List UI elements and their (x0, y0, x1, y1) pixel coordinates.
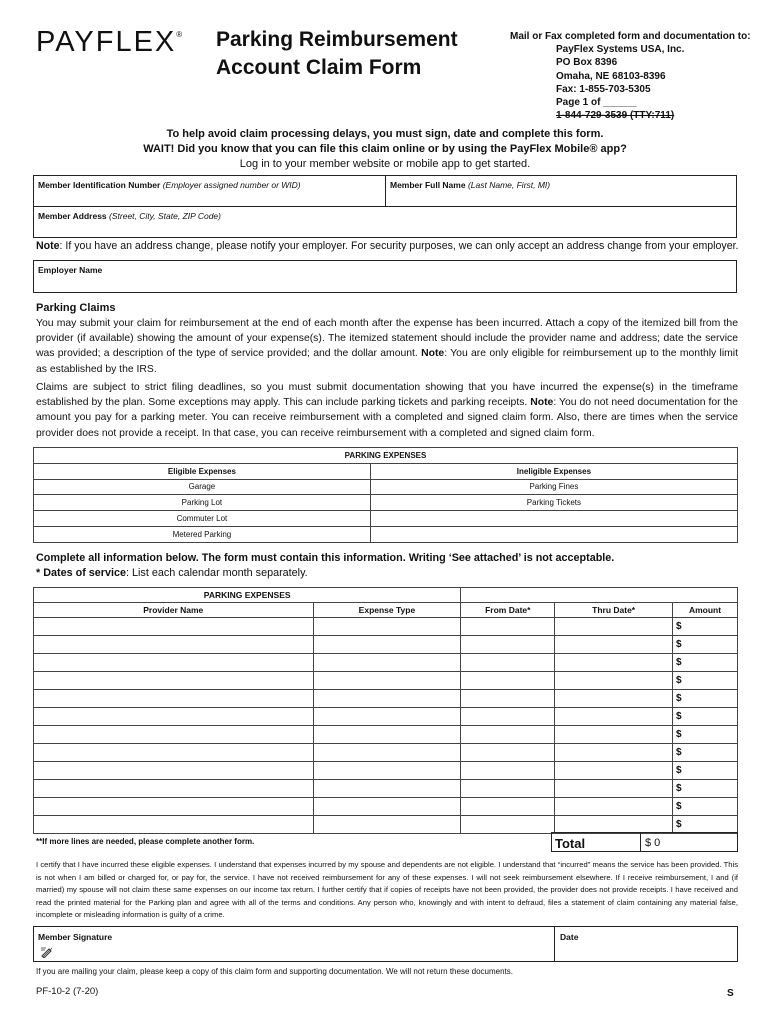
amount-input[interactable]: $ (673, 816, 738, 834)
from-date-input[interactable] (461, 816, 555, 834)
member-name-field[interactable]: Member Full Name (Last Name, First, MI) (390, 180, 551, 190)
amount-input[interactable]: $ (673, 618, 738, 636)
expense-type-input[interactable] (313, 618, 461, 636)
provider-name-input[interactable] (34, 690, 314, 708)
member-signature-field[interactable]: Member Signature (34, 927, 554, 961)
claim-row (34, 654, 738, 672)
table-title: PARKING EXPENSES (34, 448, 738, 464)
mail-line: PayFlex Systems USA, Inc. (556, 44, 685, 56)
from-date-input[interactable] (461, 780, 555, 798)
expense-type-input[interactable] (313, 744, 461, 762)
expense-type-input[interactable] (313, 654, 461, 672)
divider (385, 176, 386, 206)
expense-type-input[interactable] (313, 726, 461, 744)
certification-statement: I certify that I have incurred these eligible expenses. I understand that expenses incurred by my spouse and dependents are not eligible. I understand that “incurred” means the service has been provided. This is not when I am billed or charged for, or pay for, the service. I have not received reimbursement for any of these expenses. I will not seek reimbursement elsewhere. If I receive reimbursement, I and (if married) my spouse will not claim these same expenses on our income tax return. I further certify that if copies of receipts have not been provided, the provider does not provide receipts. I have received and read the printed material for the Parking plan and agree with all of the terms and conditions. Any person who, knowingly and with intent to defraud, files a statement of claim containing any material false, incomplete or misleading information is guilty of a crime. (36, 860, 738, 920)
amount-input[interactable]: $ (673, 708, 738, 726)
expense-type-input[interactable] (313, 690, 461, 708)
claims-table (33, 587, 738, 834)
total-label: Total (551, 832, 641, 852)
expense-type-input[interactable] (313, 798, 461, 816)
claim-row (34, 690, 738, 708)
from-date-input[interactable] (461, 636, 555, 654)
mail-fax-info (510, 30, 760, 122)
provider-name-input[interactable] (34, 798, 314, 816)
col-provider-name: Provider Name (34, 603, 314, 618)
from-date-input[interactable] (461, 618, 555, 636)
claim-row (34, 816, 738, 834)
claim-row (34, 798, 738, 816)
claim-row (34, 618, 738, 636)
claim-row (34, 636, 738, 654)
registered-mark: ® (176, 30, 183, 39)
tty-line: 1-844-729-3539 (TTY:711) (556, 110, 675, 122)
table-row: Metered Parking (34, 526, 738, 542)
ineligible-header: Ineligible Expenses (370, 463, 737, 479)
intro-line1: To help avoid claim processing delays, you must sign, date and complete this form. (166, 128, 604, 140)
from-date-input[interactable] (461, 672, 555, 690)
from-date-input[interactable] (461, 726, 555, 744)
thru-date-input[interactable] (555, 762, 673, 780)
col-thru-date: Thru Date* (555, 603, 673, 618)
amount-input[interactable]: $ (673, 672, 738, 690)
mail-line: Mail or Fax completed form and documentation to: (510, 31, 751, 42)
from-date-input[interactable] (461, 744, 555, 762)
provider-name-input[interactable] (34, 816, 314, 834)
employer-name-field[interactable]: Employer Name (33, 260, 737, 293)
col-amount: Amount (673, 603, 738, 618)
claim-row (34, 708, 738, 726)
member-id-name-box (33, 175, 737, 207)
member-address-field[interactable]: Member Address (Street, City, State, ZIP Code) (33, 206, 737, 238)
mail-line: Fax: 1-855-703-5305 (556, 83, 651, 95)
expense-type-input[interactable] (313, 636, 461, 654)
mail-line: PO Box 8396 (556, 57, 618, 69)
amount-input[interactable]: $ (673, 744, 738, 762)
claim-row (34, 672, 738, 690)
col-from-date: From Date* (461, 603, 555, 618)
from-date-input[interactable] (461, 762, 555, 780)
page-count-line: Page 1 of ______ (556, 97, 637, 109)
thru-date-input[interactable] (555, 780, 673, 798)
thru-date-input[interactable] (555, 744, 673, 762)
thru-date-input[interactable] (555, 726, 673, 744)
provider-name-input[interactable] (34, 708, 314, 726)
member-id-field[interactable]: Member Identification Number (Employer assigned number or WID) (38, 180, 301, 190)
page-mark: S (727, 988, 734, 999)
from-date-input[interactable] (461, 798, 555, 816)
table-row: Garage Parking Fines (34, 479, 738, 495)
expense-type-input[interactable] (313, 762, 461, 780)
provider-name-input[interactable] (34, 636, 314, 654)
pen-icon (40, 946, 54, 958)
thru-date-input[interactable] (555, 708, 673, 726)
payflex-logo: PAYFLEX® (36, 26, 183, 58)
claim-row (34, 744, 738, 762)
parking-claims-p1: You may submit your claim for reimbursement at the end of each month after the expense has been incurred. Attach a copy of the itemized bill from the provider (if available) showing the amount of your expense(s). The itemized statement should include the provider name and address; date the service was provided; a description of the type of service provided; and the dollar amount. Note: You are only eligible for reimbursement up to the monthly limit as established by the IRS. (36, 318, 739, 375)
expense-type-input[interactable] (313, 708, 461, 726)
provider-name-input[interactable] (34, 744, 314, 762)
amount-input[interactable]: $ (673, 690, 738, 708)
form-code: PF-10-2 (7-20) (36, 986, 99, 997)
expense-type-input[interactable] (313, 780, 461, 798)
claim-row (34, 726, 738, 744)
signature-box (33, 926, 738, 962)
provider-name-input[interactable] (34, 654, 314, 672)
eligible-header: Eligible Expenses (34, 463, 371, 479)
amount-input[interactable]: $ (673, 798, 738, 816)
complete-info-instruction: Complete all information below. The form must contain this information. Writing ‘See attached’ is not acceptable. (36, 552, 615, 564)
date-field[interactable]: Date (560, 932, 579, 942)
intro-line2: WAIT! Did you know that you can file this claim online or by using the PayFlex Mobile® app? (143, 143, 627, 155)
more-lines-note: **If more lines are needed, please complete another form. (36, 837, 255, 846)
thru-date-input[interactable] (555, 636, 673, 654)
amount-input[interactable]: $ (673, 726, 738, 744)
amount-input[interactable]: $ (673, 636, 738, 654)
col-expense-type: Expense Type (313, 603, 461, 618)
claim-row (34, 780, 738, 798)
thru-date-input[interactable] (555, 654, 673, 672)
mailing-note: If you are mailing your claim, please keep a copy of this claim form and supporting documentation. We will not return these documents. (36, 967, 513, 976)
address-note: Note: If you have an address change, please notify your employer. For security purposes, we can only accept an address change from your employer. (36, 240, 739, 252)
thru-date-input[interactable] (555, 618, 673, 636)
form-title-line1: Parking Reimbursement (216, 28, 458, 51)
expense-type-input[interactable] (313, 816, 461, 834)
mail-line: Omaha, NE 68103-8396 (556, 70, 666, 82)
form-title-line2: Account Claim Form (216, 56, 422, 79)
provider-name-input[interactable] (34, 780, 314, 798)
claims-table-title: PARKING EXPENSES (34, 588, 461, 603)
provider-name-input[interactable] (34, 762, 314, 780)
parking-claims-heading: Parking Claims (36, 302, 116, 314)
provider-name-input[interactable] (34, 726, 314, 744)
provider-name-input[interactable] (34, 618, 314, 636)
claim-row (34, 762, 738, 780)
thru-date-input[interactable] (555, 816, 673, 834)
form-title (216, 26, 506, 82)
parking-expenses-reference-table (33, 447, 738, 543)
thru-date-input[interactable] (555, 798, 673, 816)
thru-date-input[interactable] (555, 672, 673, 690)
parking-claims-p2: Claims are subject to strict filing deadlines, so you must submit documentation showing that you have incurred the expense(s) in the timeframe established by the plan. Some exceptions may apply. This can include parking tickets and parking receipts. Note: You do not need documentation for the amount you pay for a parking meter. You can receive reimbursement with a completed and signed claim form. Also, there are times when the service provider does not provide a receipt. In that case, you can receive reimbursement with a completed and signed claim form. (36, 382, 738, 439)
total-amount-field[interactable]: $ 0 (640, 832, 738, 852)
intro-line3: Log in to your member website or mobile app to get started. (239, 158, 531, 170)
provider-name-input[interactable] (34, 672, 314, 690)
from-date-input[interactable] (461, 690, 555, 708)
dates-of-service-note: * Dates of service: List each calendar month separately. (36, 567, 308, 579)
from-date-input[interactable] (461, 708, 555, 726)
thru-date-input[interactable] (555, 690, 673, 708)
from-date-input[interactable] (461, 654, 555, 672)
amount-input[interactable]: $ (673, 654, 738, 672)
expense-type-input[interactable] (313, 672, 461, 690)
amount-input[interactable]: $ (673, 780, 738, 798)
table-row: Commuter Lot (34, 511, 738, 527)
amount-input[interactable]: $ (673, 762, 738, 780)
table-row: Parking Lot Parking Tickets (34, 495, 738, 511)
